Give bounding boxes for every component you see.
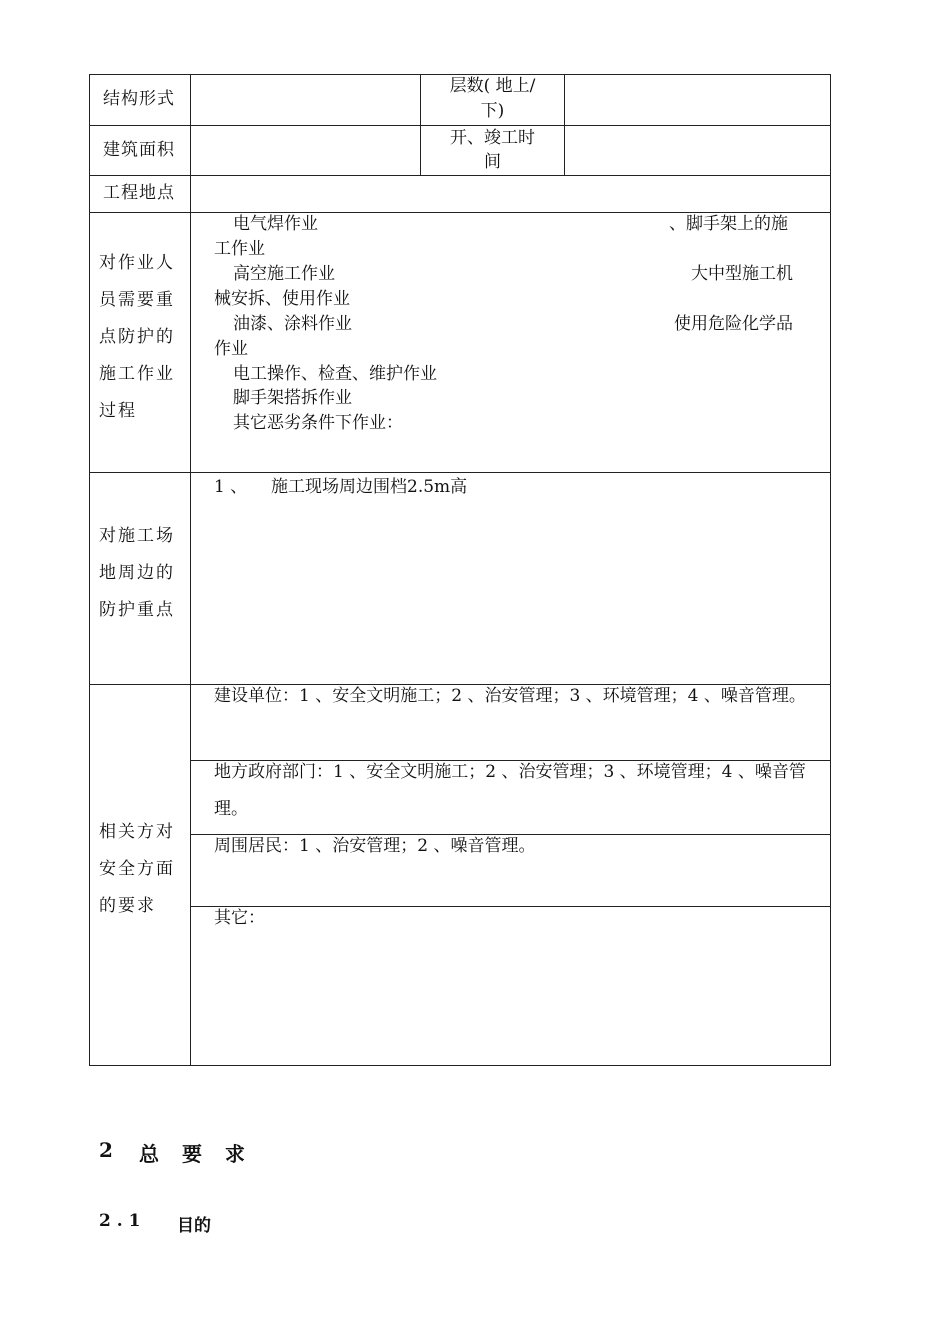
table-border-bottom <box>89 1065 831 1066</box>
item-scaffold-work-part1: 、脚手架上的施 <box>669 214 788 234</box>
section-title: 总 要 求 <box>139 1142 253 1166</box>
item-electric-welding: 电气焊作业 <box>233 214 318 234</box>
residents-requirements: 周围居民：1 、治安管理；2 、噪音管理。 <box>214 836 536 856</box>
subsection-number: 2 . 1 <box>99 1211 141 1231</box>
item-hazardous-chemicals-part1: 使用危险化学品 <box>674 314 793 334</box>
structure-type-label: 结构形式 <box>103 89 175 109</box>
item-electrician: 电工操作、检查、维护作业 <box>233 364 437 384</box>
item-machinery-part2: 械安拆、使用作业 <box>214 289 350 309</box>
government-requirements: 地方政府部门：1 、安全文明施工；2 、治安管理；3 、环境管理；4 、噪音管理。 <box>214 762 806 819</box>
perimeter-item-text: 施工现场周边围档2.5m高 <box>271 477 468 497</box>
floors-label-line2: 下) <box>480 101 505 121</box>
item-painting: 油漆、涂料作业 <box>233 314 352 334</box>
label-column-divider <box>190 74 191 1066</box>
table-border-right <box>830 74 831 1066</box>
item-hazardous-chemicals-part2: 作业 <box>214 339 248 359</box>
project-location-label: 工程地点 <box>103 183 175 203</box>
site-perimeter-label: 对施工场 地周边的 防护重点 <box>99 526 175 620</box>
other-requirements: 其它： <box>214 908 265 928</box>
building-area-label: 建筑面积 <box>103 140 175 160</box>
row-divider <box>89 175 831 176</box>
item-high-altitude: 高空施工作业 <box>233 264 335 284</box>
item-machinery-part1: 大中型施工机 <box>691 264 793 284</box>
perimeter-item-number: 1 、 <box>214 477 248 497</box>
construction-time-label-line2: 间 <box>484 152 501 172</box>
construction-time-label-line1: 开、竣工时 <box>450 128 535 148</box>
column-divider <box>564 74 565 175</box>
item-other-harsh-conditions: 其它恶劣条件下作业： <box>233 413 403 433</box>
builder-requirements: 建设单位：1 、安全文明施工；2 、治安管理；3 、环境管理；4 、噪音管理。 <box>214 686 806 706</box>
item-scaffold-work-part2: 工作业 <box>214 239 265 259</box>
stakeholder-requirements-label: 相关方对 安全方面 的要求 <box>99 822 175 916</box>
floors-label-line1: 层数( 地上/ <box>449 76 536 96</box>
subsection-title: 目的 <box>177 1216 211 1236</box>
worker-protection-label: 对作业人 员需要重 点防护的 施工作业 过程 <box>99 253 175 421</box>
project-info-table <box>89 74 831 1066</box>
table-border-left <box>89 74 90 1066</box>
item-scaffold-erection: 脚手架搭拆作业 <box>233 388 352 408</box>
row-divider <box>89 472 831 473</box>
section-number: 2 <box>99 1138 115 1162</box>
